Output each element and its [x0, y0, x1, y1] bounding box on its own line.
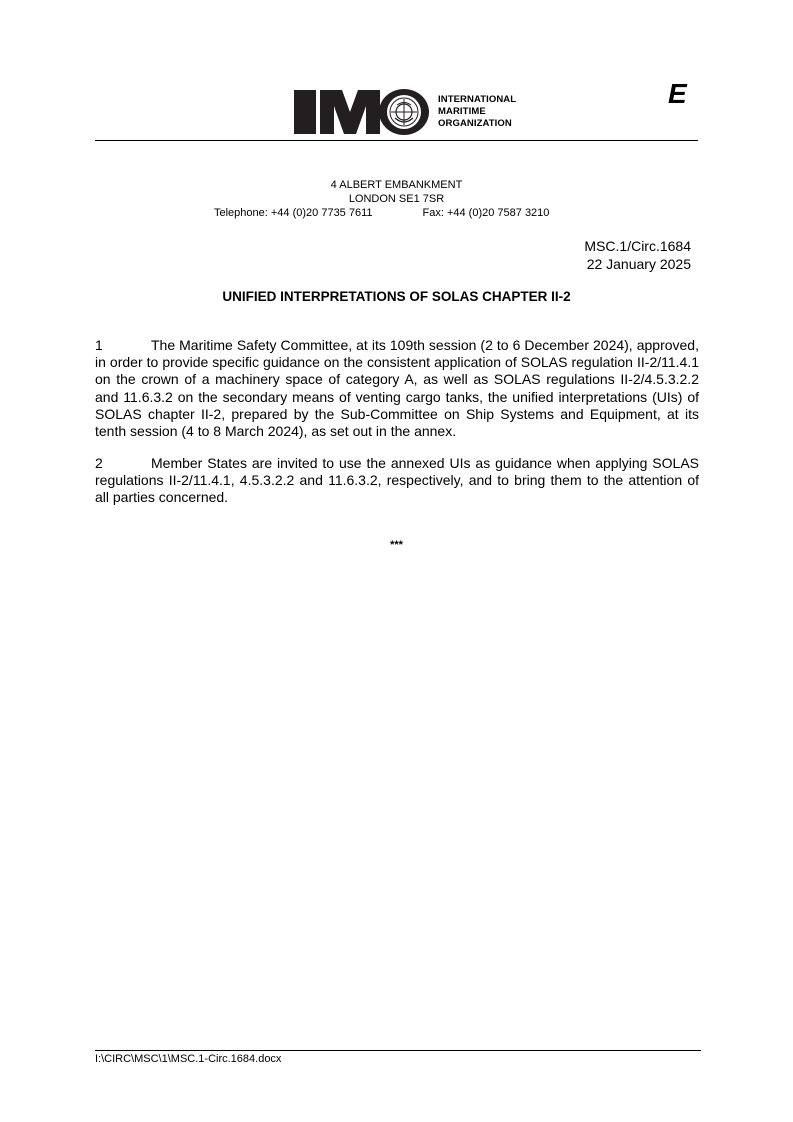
paragraph-1: [95, 337, 699, 440]
language-code: E: [668, 78, 687, 109]
telephone: Telephone: +44 (0)20 7735 7611: [214, 207, 373, 219]
address-street: 4 ALBERT EMBANKMENT: [330, 179, 463, 191]
paragraph-text: The Maritime Safety Committee, at its 109th session (2 to 6 December 2024), approved, in order to provide specific guidance on the consistent application of SOLAS regulation II-2/11.4.1 on the crown of a machinery space of category A, as well as SOLAS regulations II-2/4.5.3.2.2 and 11.6.3.2 on the secondary means of venting cargo tanks, the unified interpretations (UIs) of SOLAS chapter II-2, prepared by the Sub-Committee on Ship Systems and Equipment, at its tenth session (4 to 8 March 2024), as set out in the annex.: [95, 337, 699, 440]
paragraph-2: [95, 455, 699, 507]
footer-divider: [95, 1050, 701, 1051]
paragraph-number: 1: [95, 337, 103, 353]
document-reference: [584, 237, 691, 273]
logo-line-3: ORGANIZATION: [438, 118, 512, 129]
imo-logo-mark: [294, 88, 430, 136]
document-symbol: MSC.1/Circ.1684: [584, 238, 691, 254]
paragraph-text: Member States are invited to use the annexed UIs as guidance when applying SOLAS regulations II-2/11.4.1, 4.5.3.2.2 and 11.6.3.2, respectively, and to bring them to the attention of all parties concerned.: [95, 455, 699, 506]
document-date: 22 January 2025: [586, 256, 691, 272]
fax: Fax: +44 (0)20 7587 3210: [422, 207, 550, 219]
footer-file-path: I:\CIRC\MSC\1\MSC.1-Circ.1684.docx: [95, 1053, 282, 1065]
logo-line-1: INTERNATIONAL: [438, 94, 517, 105]
logo-wordmark: [438, 94, 516, 130]
imo-logo: [294, 88, 516, 136]
address-city: LONDON SE1 7SR: [348, 193, 445, 205]
header-divider: [95, 140, 698, 141]
paragraph-number: 2: [95, 455, 103, 471]
logo-line-2: MARITIME: [438, 106, 486, 117]
section-separator: ***: [390, 539, 403, 551]
contact-line: [214, 206, 549, 220]
address-block: [95, 178, 698, 206]
document-title: UNIFIED INTERPRETATIONS OF SOLAS CHAPTER II-2: [222, 289, 571, 304]
